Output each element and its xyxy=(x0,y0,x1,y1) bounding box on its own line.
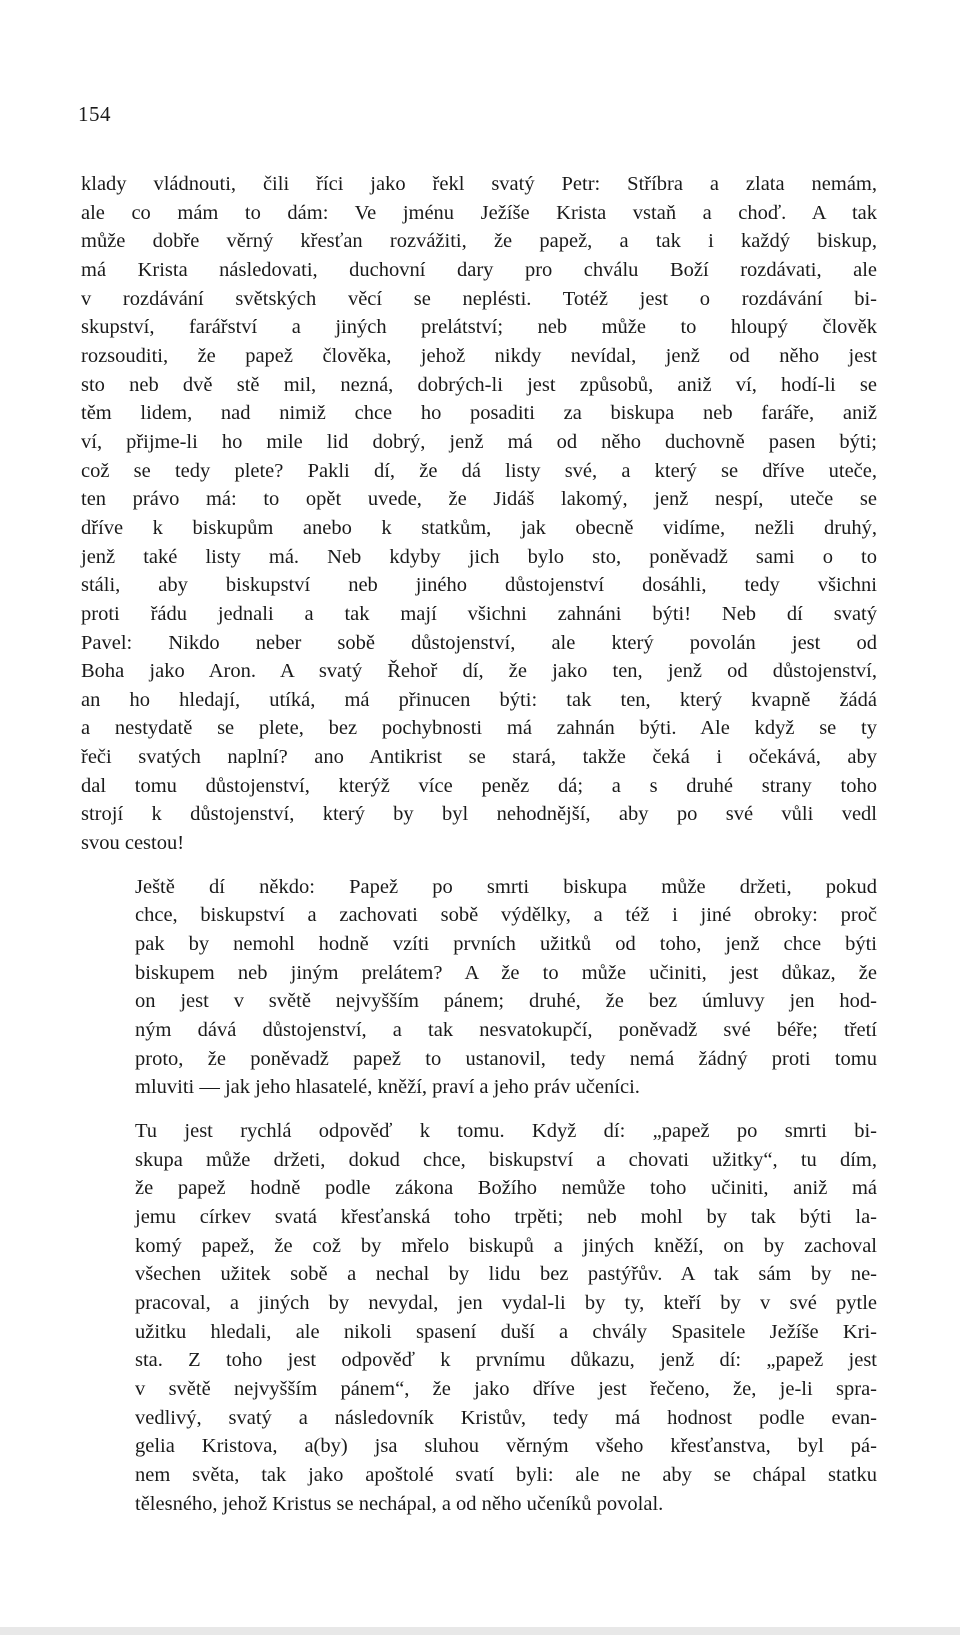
text-line: že papež hodně podle zákona Božího nemůže toho učiniti, aniž má xyxy=(135,1177,877,1200)
text-line: Pavel: Nikdo neber sobě důstojenství, ale který povolán jest od xyxy=(81,631,877,654)
text-line: on jest v světě nejvyšším pánem; druhé, že bez úmluvy jen hod- xyxy=(135,990,877,1013)
text-line: svou cestou! xyxy=(81,832,185,855)
text-line: řeči svatých naplní? ano Antikrist se stará, takže čeká i očekává, aby xyxy=(81,746,877,769)
text-line: vedlivý, svatý a následovník Kristův, tedy má hodnost podle evan- xyxy=(135,1406,877,1429)
text-line: pak by nemohl hodně vzíti prvních užitků od toho, jenž chce býti xyxy=(135,933,877,956)
text-line: jemu církev svatá křesťanská toho trpěti; neb mohl by tak býti la- xyxy=(135,1205,877,1228)
paragraph-2 xyxy=(81,873,877,1102)
paragraph-1 xyxy=(81,170,877,858)
text-line: nem světa, tak jako apoštolé svatí byli: ale ne aby se chápal statku xyxy=(135,1463,877,1486)
text-line: stáli, aby biskupství neb jiného důstojenství dosáhli, tedy všichni xyxy=(81,574,877,597)
text-line: v rozdávání světských věcí se neplésti. Totéž jest o rozdávání bi- xyxy=(81,287,877,310)
text-line: dříve k biskupům anebo k statkům, jak obecně vidíme, nežli druhý, xyxy=(81,516,877,539)
text-line: rozsouditi, že papež člověka, jehož nikdy nevídal, jenž od něho jest xyxy=(81,344,877,367)
text-line: ným dává důstojenství, a tak nesvatokupčí, poněvadž své béře; třetí xyxy=(135,1019,877,1042)
text-line: proti řádu jednali a tak mají všichni zahnáni býti! Neb dí svatý xyxy=(81,602,877,625)
text-line: sto neb dvě stě mil, nezná, dobrých-li jest způsobů, aniž ví, hodí-li se xyxy=(81,373,877,396)
text-line: komý papež, že což by mřelo biskupů a jiných kněží, on by zachoval xyxy=(135,1234,877,1257)
text-line: pracoval, a jiných by nevydal, jen vydal-li by ty, kteří by v své pytle xyxy=(135,1291,877,1314)
text-line: Boha jako Aron. A svatý Řehoř dí, že jako ten, jenž od důstojenství, xyxy=(81,660,877,683)
text-line: všechen užitek sobě a nechal by lidu bez pastýřův. A tak sám by ne- xyxy=(135,1263,877,1286)
text-line: což se tedy plete? Pakli dí, že dá listy své, a který se dříve uteče, xyxy=(81,459,877,482)
text-line: dal tomu důstojenství, kterýž více peněz dá; a s druhé strany toho xyxy=(81,774,877,797)
page-number: 154 xyxy=(78,102,111,126)
text-line: proto, že poněvadž papež to ustanovil, tedy nemá žádný proti tomu xyxy=(135,1047,877,1070)
text-line: klady vládnouti, čili říci jako řekl svatý Petr: Stříbra a zlata nemám, xyxy=(81,173,877,195)
text-line: Ještě dí někdo: Papež po smrti biskupa může držeti, pokud xyxy=(135,875,877,898)
text-line: tělesného, jehož Kristus se nechápal, a od něho učeníků povolal. xyxy=(135,1492,664,1515)
text-line: skupa může držeti, dokud chce, biskupství a chovati užitky“, tu dím, xyxy=(135,1148,877,1171)
text-line: skupství, farářství a jiných prelátství; neb může to hloupý člověk xyxy=(81,316,877,339)
text-line: ale co mám to dám: Ve jménu Ježíše Krista vstaň a choď. A tak xyxy=(81,201,877,224)
text-line: ví, přijme-li ho mile lid dobrý, jenž má od něho duchovně pasen býti; xyxy=(81,430,877,453)
text-line: v světě nejvyšším pánem“, že jako dříve jest řečeno, že, je-li spra- xyxy=(135,1377,877,1400)
text-line: sta. Z toho jest odpověď k prvnímu důkazu, jenž dí: „papež jest xyxy=(135,1349,877,1372)
text-line: strojí k důstojenství, který by byl nehodnější, aby po své vůli vedl xyxy=(81,803,877,826)
text-line: má Krista následovati, duchovní dary pro chválu Boží rozdávati, ale xyxy=(81,258,877,281)
text-line: užitku hledali, ale nikoli spasení duší a chvály Spasitele Ježíše Kri- xyxy=(135,1320,877,1343)
paragraph-3 xyxy=(81,1117,877,1518)
text-line: chce, biskupství a zachovati sobě výdělky, a též i jiné obroky: proč xyxy=(135,904,877,927)
text-line: Tu jest rychlá odpověď k tomu. Když dí: „papež po smrti bi- xyxy=(135,1120,877,1142)
text-line: ten právo má: to opět uvede, že Jidáš lakomý, jenž nespí, uteče se xyxy=(81,488,877,511)
text-line: biskupem neb jiným prelátem? A že to může učiniti, jest důkaz, že xyxy=(135,961,877,984)
text-line: mluviti — jak jeho hlasatelé, kněží, praví a jeho práv učeníci. xyxy=(135,1076,640,1099)
text-line: jenž také listy má. Neb kdyby jich bylo sto, poněvadž sami o to xyxy=(81,545,877,568)
text-line: an ho hledají, utíká, má přinucen býti: tak ten, který kvapně žádá xyxy=(81,688,877,711)
body-text xyxy=(81,170,877,1533)
text-line: a nestydatě se plete, bez pochybnosti má zahnán býti. Ale když se ty xyxy=(81,717,877,740)
scan-bottom-edge xyxy=(0,1627,960,1635)
text-line: těm lidem, nad nimiž chce ho posaditi za biskupa neb faráře, aniž xyxy=(81,402,877,425)
text-line: může dobře věrný křesťan rozvážiti, že papež, a tak i každý biskup, xyxy=(81,230,877,253)
text-line: gelia Kristova, a(by) jsa sluhou věrným všeho křesťanstva, byl pá- xyxy=(135,1435,877,1458)
